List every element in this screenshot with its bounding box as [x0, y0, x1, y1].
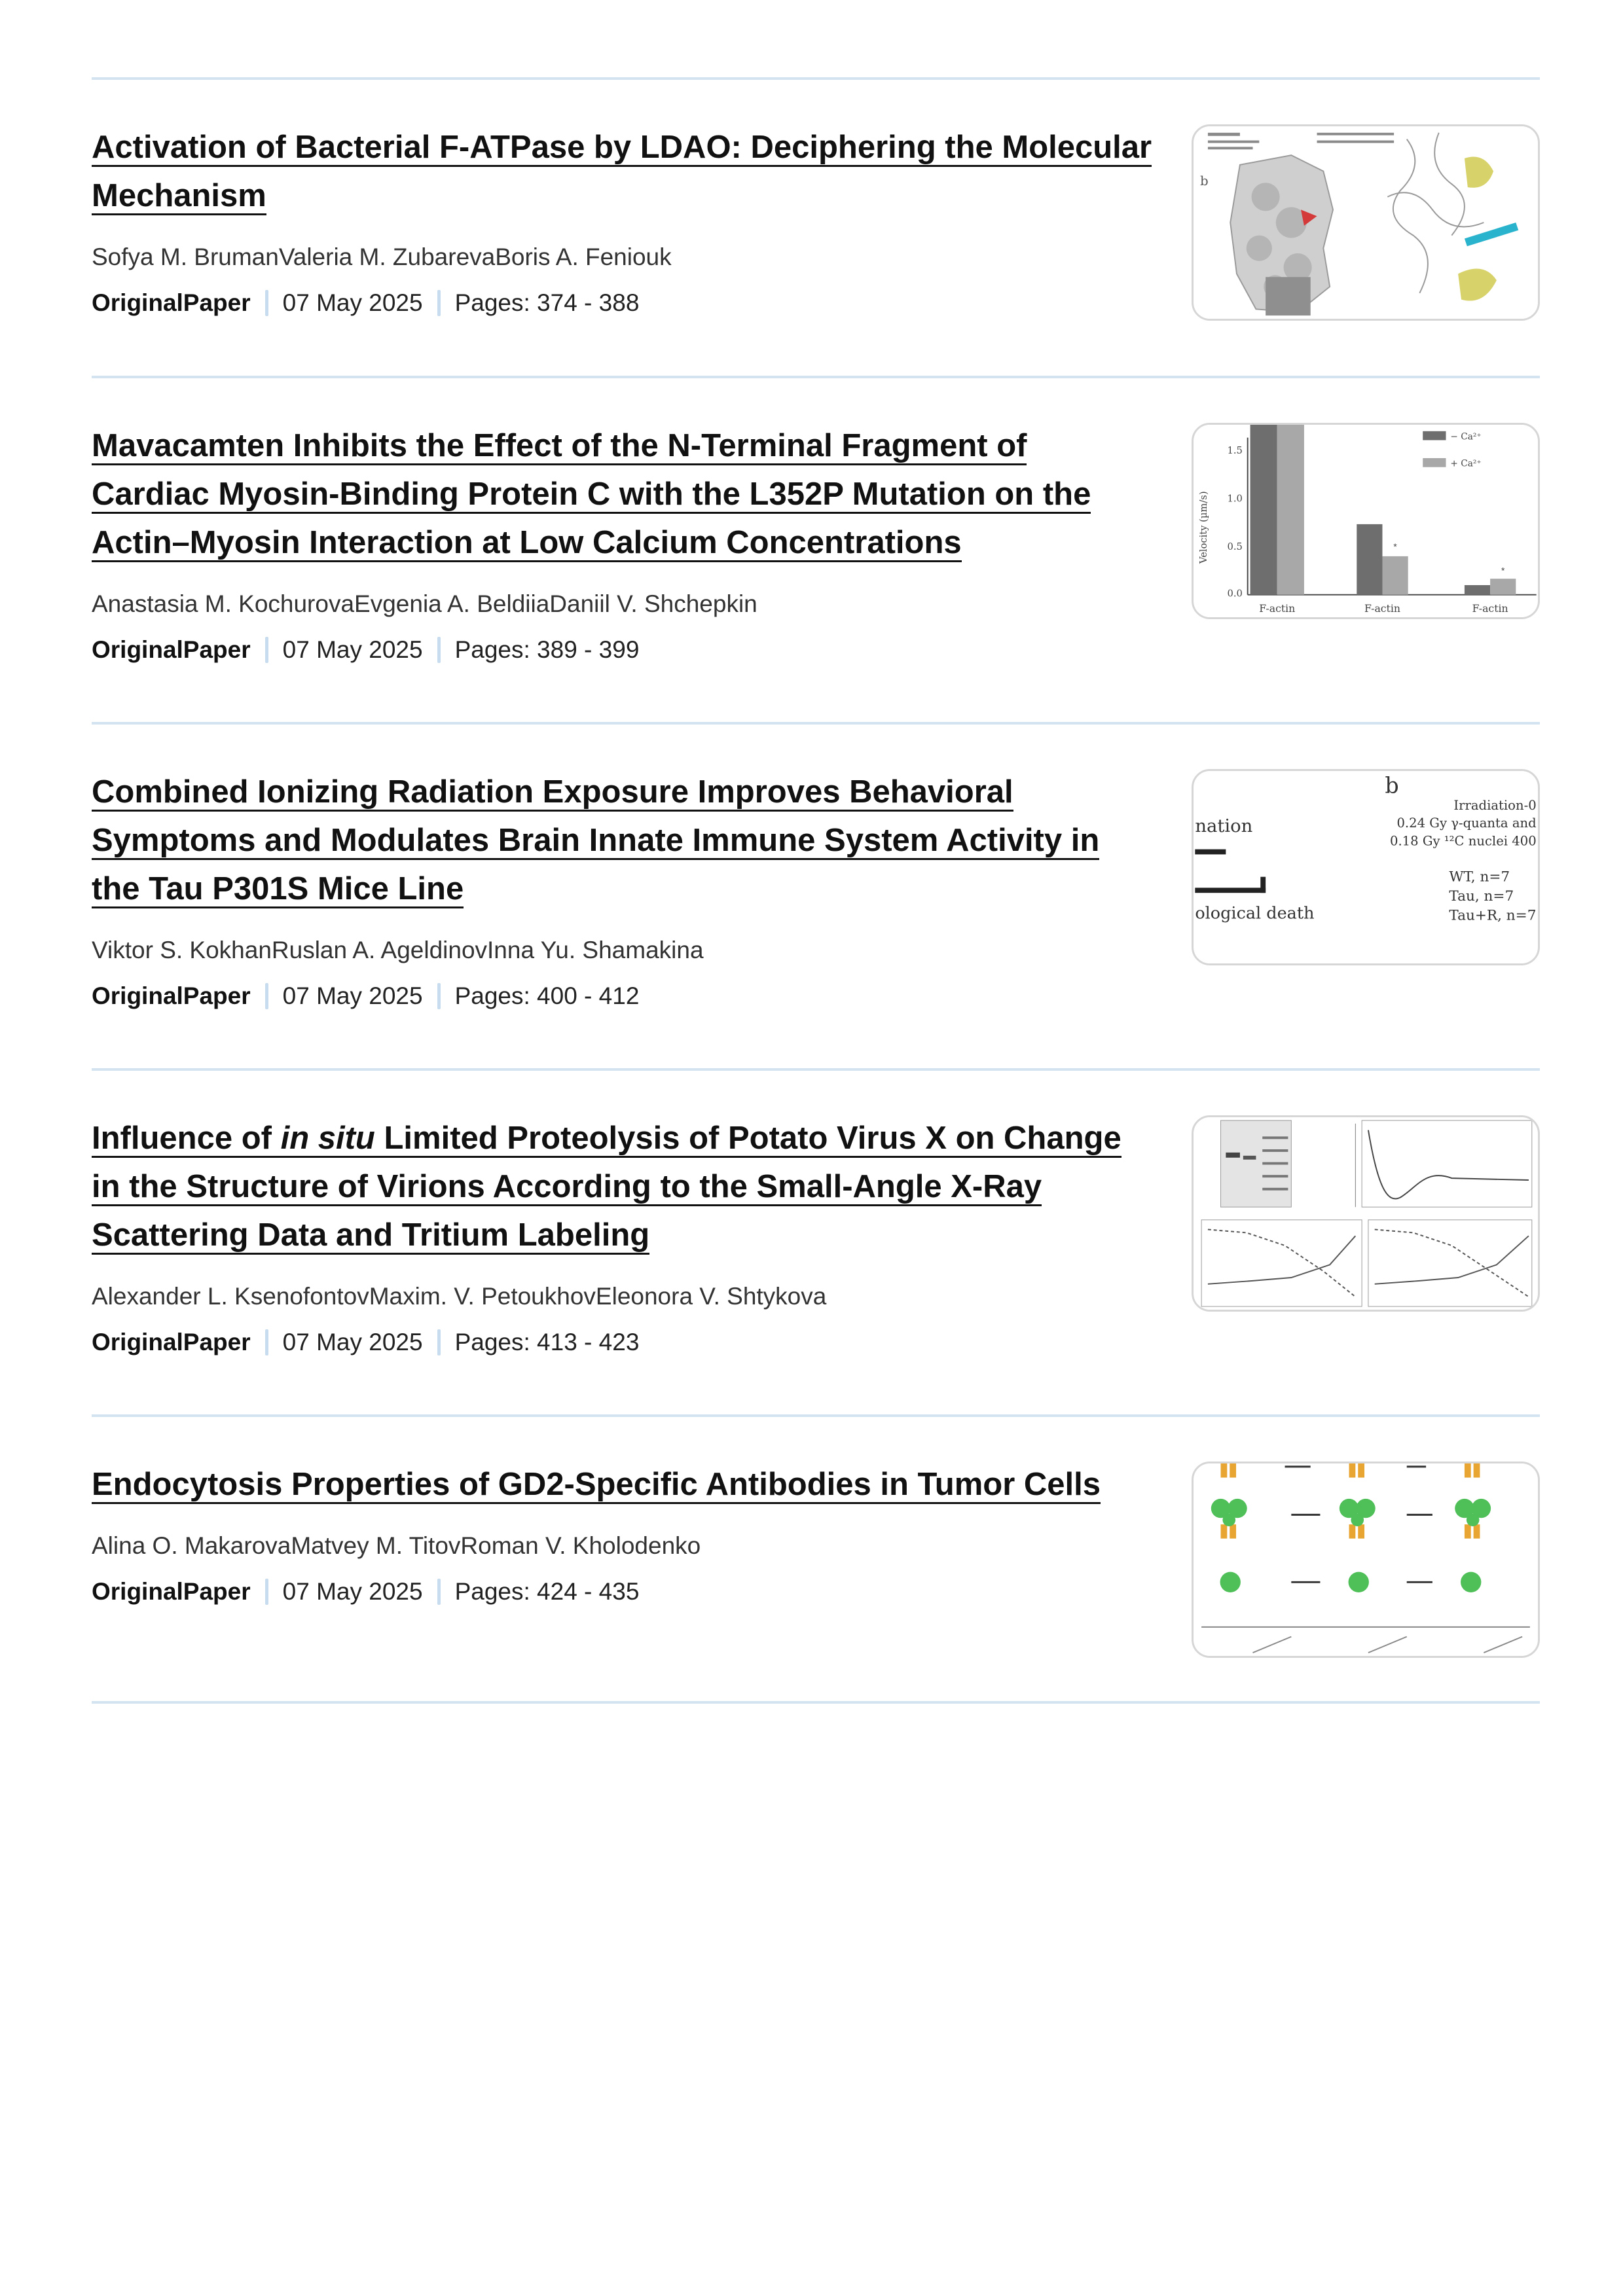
article-title-link[interactable]: Mavacamten Inhibits the Effect of the N-Terminal Fragment of Cardiac Myosin-Binding Protein C with the L352P Mutation on the Actin–Myosin Interaction at Low Calcium Concentrations [92, 428, 1091, 562]
article-type: OriginalPaper [92, 1578, 251, 1605]
y-tick: 0.5 [1227, 541, 1243, 553]
article-date: 07 May 2025 [282, 1329, 423, 1355]
article-title-link[interactable]: Endocytosis Properties of GD2-Specific Antibodies in Tumor Cells [92, 1467, 1101, 1504]
y-axis-label: Velocity (µm/s) [1197, 491, 1209, 564]
article-authors: Viktor S. KokhanRuslan A. AgeldinovInna Yu. Shamakina [92, 937, 704, 963]
article-pages: Pages: 413 - 423 [454, 1329, 640, 1355]
article-date: 07 May 2025 [282, 1578, 423, 1605]
article-title [92, 422, 1152, 567]
title-italic-part: in situ [280, 1121, 375, 1156]
article-item [92, 80, 1540, 378]
article-text [92, 1460, 1152, 1607]
article-meta [92, 288, 1152, 318]
title-part: Influence of [92, 1121, 281, 1156]
meta-separator [437, 983, 441, 1009]
bar-chart-figure [1194, 425, 1538, 617]
meta-separator [265, 1579, 268, 1605]
article-meta [92, 1577, 1152, 1607]
meta-separator [265, 1329, 268, 1355]
legend-entry: − Ca²⁺ [1450, 431, 1482, 442]
article-list [92, 77, 1540, 1704]
article-type: OriginalPaper [92, 289, 251, 316]
article-text [92, 768, 1152, 1011]
article-pages: Pages: 400 - 412 [454, 982, 640, 1009]
bar [1250, 425, 1277, 595]
y-tick: 0.0 [1227, 588, 1243, 600]
panel-label: b [1385, 772, 1399, 798]
x-tick: F-actin [1259, 602, 1296, 615]
article-pages: Pages: 424 - 435 [454, 1578, 640, 1605]
svg-text:*: * [1393, 542, 1397, 552]
article-item [92, 725, 1540, 1071]
meta-separator [437, 1329, 441, 1355]
article-authors: Alexander L. KsenofontovMaxim. V. PetoukhovEleonora V. Shtykova [92, 1283, 827, 1310]
article-title-link[interactable] [92, 1121, 1122, 1255]
article-item [92, 1417, 1540, 1704]
article-text [92, 123, 1152, 318]
article-type: OriginalPaper [92, 636, 251, 663]
meta-separator [437, 290, 441, 316]
article-thumbnail[interactable] [1192, 769, 1540, 965]
article-pages: Pages: 374 - 388 [454, 289, 640, 316]
figure-text: ological death [1195, 903, 1315, 924]
meta-separator [265, 290, 268, 316]
figure-text: WT, n=7 [1449, 869, 1510, 886]
meta-separator [265, 983, 268, 1009]
experiment-design-figure [1194, 771, 1538, 963]
article-thumbnail[interactable] [1192, 124, 1540, 321]
meta-separator [437, 637, 441, 663]
article-date: 07 May 2025 [282, 982, 423, 1009]
gel-and-scattering-figure [1194, 1117, 1538, 1310]
y-tick: 1.0 [1227, 493, 1243, 505]
figure-text: Irradiation-0 [1453, 797, 1537, 813]
article-thumbnail[interactable] [1192, 423, 1540, 619]
article-item [92, 378, 1540, 725]
article-type: OriginalPaper [92, 1329, 251, 1355]
antibody-endocytosis-figure [1194, 1463, 1538, 1656]
article-date: 07 May 2025 [282, 636, 423, 663]
svg-text:*: * [1501, 565, 1505, 576]
title-part: Limited Proteolysis of Potato Virus X on Change in the Structure of Virions According to the Small-Angle X-Ray Scattering Data and Tritium Labeling [92, 1121, 1122, 1253]
meta-separator [265, 637, 268, 663]
figure-text: nation [1195, 816, 1253, 837]
figure-text: 0.24 Gy γ-quanta and [1396, 816, 1537, 831]
protein-structure-figure [1194, 126, 1538, 319]
y-tick: 1.5 [1227, 445, 1243, 457]
article-pages: Pages: 389 - 399 [454, 636, 640, 663]
article-meta [92, 981, 1152, 1011]
article-authors: Anastasia M. KochurovaEvgenia A. BeldiiaDaniil V. Shchepkin [92, 590, 757, 617]
figure-text: Tau+R, n=7 [1449, 907, 1537, 924]
article-authors: Sofya M. BrumanValeria M. ZubarevaBoris A. Feniouk [92, 243, 672, 270]
article-title [92, 1460, 1152, 1509]
article-type: OriginalPaper [92, 982, 251, 1009]
x-tick: F-actin [1364, 602, 1400, 615]
article-title-link[interactable]: Activation of Bacterial F-ATPase by LDAO: Deciphering the Molecular Mechanism [92, 130, 1152, 215]
article-authors: Alina O. MakarovaMatvey M. TitovRoman V. Kholodenko [92, 1532, 701, 1559]
meta-separator [437, 1579, 441, 1605]
article-title [92, 123, 1152, 220]
article-item [92, 1071, 1540, 1417]
x-tick: F-actin [1472, 602, 1508, 615]
article-meta [92, 635, 1152, 665]
article-date: 07 May 2025 [282, 289, 423, 316]
bar [1277, 425, 1304, 595]
bar [1490, 579, 1516, 595]
article-text [92, 422, 1152, 665]
bar [1465, 585, 1490, 595]
article-title [92, 1114, 1152, 1259]
figure-text: Tau, n=7 [1449, 888, 1514, 905]
article-thumbnail[interactable] [1192, 1115, 1540, 1312]
article-meta [92, 1327, 1152, 1357]
bar [1357, 524, 1382, 595]
legend-entry: + Ca²⁺ [1450, 458, 1482, 469]
bar [1382, 556, 1408, 595]
article-text [92, 1114, 1152, 1357]
panel-label: b [1200, 173, 1209, 189]
article-thumbnail[interactable] [1192, 1462, 1540, 1658]
article-title [92, 768, 1152, 913]
figure-text: 0.18 Gy ¹²C nuclei 400 [1389, 833, 1537, 849]
article-title-link[interactable]: Combined Ionizing Radiation Exposure Improves Behavioral Symptoms and Modulates Brain Innate Immune System Activity in the Tau P301S Mice Line [92, 774, 1099, 908]
